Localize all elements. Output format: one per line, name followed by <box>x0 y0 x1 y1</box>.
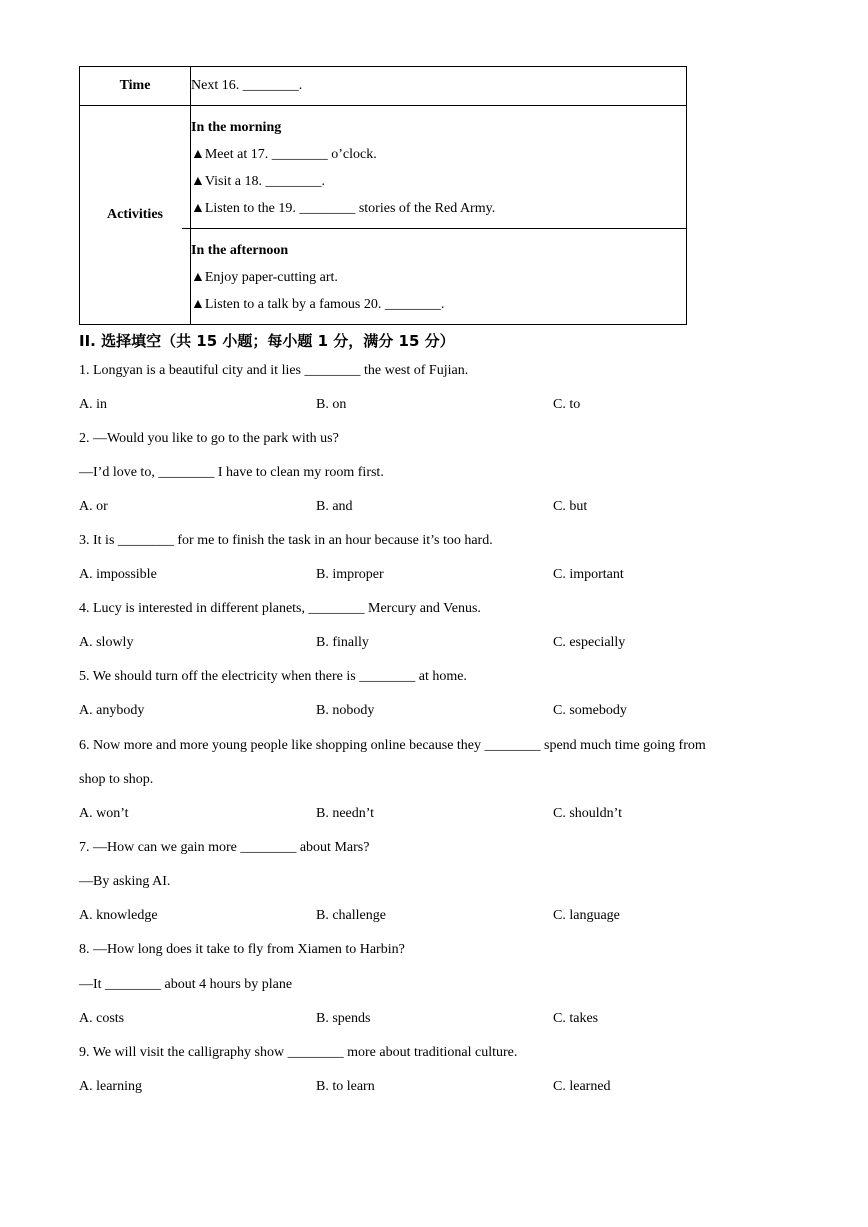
question-1-option-c: C. to <box>553 397 581 412</box>
question-4-option-c: C. especially <box>553 635 626 650</box>
morning-item: ▲Listen to the 19. ________ stories of the Red Army. <box>191 201 496 216</box>
question-9-option-c: C. learned <box>553 1079 611 1094</box>
activities-label: Activities <box>80 106 191 325</box>
question-4-option-a: A. slowly <box>79 635 134 650</box>
afternoon-item: ▲Listen to a talk by a famous 20. ________. <box>191 297 445 312</box>
afternoon-block <box>191 229 686 324</box>
question-6-text-line2: shop to shop. <box>79 772 154 787</box>
table-row-time <box>80 67 687 106</box>
activity-table <box>79 66 687 325</box>
question-4-text: 4. Lucy is interested in different planets, ________ Mercury and Venus. <box>79 601 481 616</box>
question-6-option-c: C. shouldn’t <box>553 806 622 821</box>
question-7-text-line2: —By asking AI. <box>79 874 171 889</box>
question-6-option-b: B. needn’t <box>316 806 375 821</box>
morning-item: ▲Meet at 17. ________ o’clock. <box>191 147 377 162</box>
question-7-option-b: B. challenge <box>316 908 386 923</box>
afternoon-title: In the afternoon <box>191 243 289 258</box>
afternoon-item: ▲Enjoy paper-cutting art. <box>191 270 338 285</box>
question-7-option-a: A. knowledge <box>79 908 158 923</box>
question-7-text: 7. —How can we gain more ________ about Mars? <box>79 840 370 855</box>
time-label: Time <box>80 67 191 106</box>
activities-cell <box>191 106 687 325</box>
time-value: Next 16. ________. <box>191 67 687 106</box>
question-3-option-a: A. impossible <box>79 567 157 582</box>
question-7-option-c: C. language <box>553 908 620 923</box>
question-3-option-c: C. important <box>553 567 624 582</box>
question-6-option-a: A. won’t <box>79 806 129 821</box>
question-4-option-b: B. finally <box>316 635 369 650</box>
morning-item: ▲Visit a 18. ________. <box>191 174 325 189</box>
question-2-text: 2. —Would you like to go to the park with us? <box>79 431 339 446</box>
question-1-text: 1. Longyan is a beautiful city and it lies ________ the west of Fujian. <box>79 363 469 378</box>
table-row-activities <box>80 106 687 325</box>
question-8-text: 8. —How long does it take to fly from Xiamen to Harbin? <box>79 942 405 957</box>
question-8-text-line2: —It ________ about 4 hours by plane <box>79 977 293 992</box>
section-title: II. 选择填空（共 15 小题；每小题 1 分，满分 15 分） <box>79 332 455 350</box>
question-8-option-b: B. spends <box>316 1011 371 1026</box>
question-3-option-b: B. improper <box>316 567 384 582</box>
question-1-option-b: B. on <box>316 397 347 412</box>
question-9-option-b: B. to learn <box>316 1079 375 1094</box>
morning-title: In the morning <box>191 120 282 135</box>
question-8-option-c: C. takes <box>553 1011 599 1026</box>
question-1-option-a: A. in <box>79 397 107 412</box>
question-2-option-b: B. and <box>316 499 353 514</box>
question-5-option-c: C. somebody <box>553 703 627 718</box>
question-5-text: 5. We should turn off the electricity when there is ________ at home. <box>79 669 467 684</box>
question-5-option-a: A. anybody <box>79 703 145 718</box>
question-9-option-a: A. learning <box>79 1079 142 1094</box>
question-9-text: 9. We will visit the calligraphy show ________ more about traditional culture. <box>79 1045 518 1060</box>
question-8-option-a: A. costs <box>79 1011 125 1026</box>
question-2-option-a: A. or <box>79 499 108 514</box>
question-2-text-line2: —I’d love to, ________ I have to clean my room first. <box>79 465 384 480</box>
question-6-text: 6. Now more and more young people like shopping online because they ________ spend much time going from <box>79 738 706 753</box>
question-3-text: 3. It is ________ for me to finish the task in an hour because it’s too hard. <box>79 533 493 548</box>
question-5-option-b: B. nobody <box>316 703 375 718</box>
question-2-option-c: C. but <box>553 499 588 514</box>
morning-block <box>191 106 686 228</box>
